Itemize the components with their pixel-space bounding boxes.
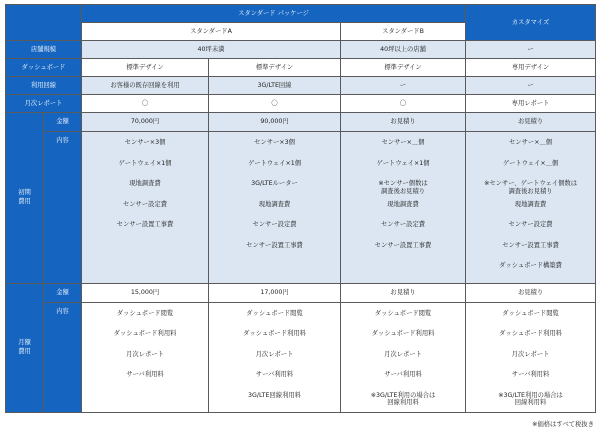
- list-item: ダッシュボード閲覧: [246, 309, 303, 317]
- scale-b: 40坪以上の店舗: [341, 41, 466, 59]
- list-item: ダッシュボード構築費: [499, 262, 562, 269]
- initial-content-a2: [209, 132, 341, 284]
- line-custom: ー: [466, 77, 596, 95]
- initial-amount-b: お見積り: [341, 113, 466, 132]
- report-custom: 専用レポート: [466, 95, 596, 113]
- monthly-amount-b: お見積り: [341, 283, 466, 302]
- dashboard-b: 標準デザイン: [341, 59, 466, 77]
- initial-cost-label: 初期 費用: [6, 113, 44, 284]
- list-item: ゲートウェイ×＿個: [502, 159, 559, 167]
- list-item: ※3G/LTE利用の場合は 回線利用料: [498, 391, 563, 406]
- monthly-content-custom: [466, 302, 596, 413]
- standard-b-header: スタンダードB: [341, 23, 466, 41]
- monthly-amount-custom: お見積り: [466, 283, 596, 302]
- list-item: サーバ利用料: [126, 371, 164, 378]
- list-item: ダッシュボード閲覧: [502, 309, 559, 317]
- customize-header: カスタマイズ: [466, 5, 596, 41]
- list-item: センサー設定費: [252, 221, 297, 228]
- corner-cell: [6, 5, 82, 41]
- list-item: センサー×＿個: [509, 139, 553, 146]
- list-item: センサー設定費: [122, 200, 168, 208]
- line-b: ー: [341, 77, 466, 95]
- list-item: ※3G/LTE利用の場合は 回線利用料: [370, 391, 436, 406]
- list-item: ※センサー、ゲートウェイ個数は 調査後お見積り: [484, 180, 577, 195]
- report-label: 月次レポート: [6, 95, 82, 113]
- list-item: 3G/LTEルーター: [251, 180, 298, 187]
- list-item: 月次レポート: [126, 350, 164, 358]
- list-item: ダッシュボード利用料: [371, 330, 435, 337]
- list-item: サーバ利用料: [255, 371, 294, 378]
- list-item: ダッシュボード利用料: [113, 330, 177, 337]
- initial-content-custom: [466, 132, 596, 284]
- scale-label: 店舗規模: [6, 41, 82, 59]
- monthly-content-a2: [209, 302, 341, 413]
- report-b: 〇: [341, 95, 466, 113]
- list-item: ゲートウェイ×1個: [376, 159, 430, 167]
- monthly-content-a1: [82, 302, 209, 413]
- initial-content-a1: [82, 132, 209, 284]
- dashboard-a2: 標準デザイン: [209, 59, 341, 77]
- line-a2: 3G/LTE回線: [209, 77, 341, 95]
- scale-custom: ー: [466, 41, 596, 59]
- dashboard-custom: 専用デザイン: [466, 59, 596, 77]
- dashboard-a1: 標準デザイン: [82, 59, 209, 77]
- list-item: センサー設置工事費: [246, 241, 303, 249]
- list-item: 現地調査費: [514, 200, 547, 208]
- tax-footnote: ※価格はすべて税抜き: [532, 421, 594, 428]
- initial-amount-custom: お見積り: [466, 113, 596, 132]
- monthly-amount-a1: 15,000円: [82, 283, 209, 302]
- list-item: ダッシュボード閲覧: [116, 309, 174, 317]
- list-item: ダッシュボード利用料: [499, 330, 562, 337]
- list-item: センサー設定費: [380, 221, 426, 228]
- list-item: ダッシュボード利用料: [243, 330, 306, 337]
- list-item: 現地調査費: [258, 200, 291, 208]
- line-label: 利用回線: [6, 77, 82, 95]
- standard-a-header: スタンダードA: [82, 23, 341, 41]
- list-item: 現地調査費: [387, 200, 419, 208]
- list-item: センサー×＿個: [381, 139, 425, 146]
- pricing-table: [5, 4, 596, 413]
- list-item: 月次レポート: [511, 350, 550, 358]
- scale-a: 40坪未満: [82, 41, 341, 59]
- list-item: 月次レポート: [255, 350, 294, 358]
- initial-amount-label: 金額: [44, 113, 82, 132]
- monthly-content-label: 内容: [44, 302, 82, 413]
- dashboard-label: ダッシュボード: [6, 59, 82, 77]
- monthly-amount-a2: 17,000円: [209, 283, 341, 302]
- list-item: ゲートウェイ×1個: [247, 159, 302, 167]
- monthly-cost-label: 月額 費用: [6, 283, 44, 413]
- list-item: 現地調査費: [129, 180, 161, 187]
- monthly-content-b: [341, 302, 466, 413]
- list-item: センサー設定費: [508, 221, 553, 228]
- initial-content-label: 内容: [44, 132, 82, 284]
- report-a2: 〇: [209, 95, 341, 113]
- list-item: センサー設置工事費: [374, 241, 432, 249]
- package-header: スタンダード パッケージ: [82, 5, 466, 23]
- line-a1: お客様の既存回線を利用: [82, 77, 209, 95]
- list-item: サーバ利用料: [511, 371, 550, 378]
- initial-amount-a2: 90,000円: [209, 113, 341, 132]
- list-item: センサー設置工事費: [116, 221, 174, 228]
- report-a1: 〇: [82, 95, 209, 113]
- initial-content-b: [341, 132, 466, 284]
- list-item: ※センサー個数は 調査後お見積り: [378, 180, 428, 195]
- list-item: ダッシュボード閲覧: [374, 309, 432, 317]
- list-item: 月次レポート: [384, 350, 422, 358]
- list-item: センサー×3個: [124, 139, 166, 146]
- monthly-amount-label: 金額: [44, 283, 82, 302]
- list-item: ゲートウェイ×1個: [118, 159, 172, 167]
- list-item: サーバ利用料: [384, 371, 422, 378]
- list-item: センサー設置工事費: [502, 241, 559, 249]
- list-item: センサー×3個: [254, 139, 295, 146]
- initial-amount-a1: 70,000円: [82, 113, 209, 132]
- list-item: 3G/LTE回線利用料: [248, 391, 301, 399]
